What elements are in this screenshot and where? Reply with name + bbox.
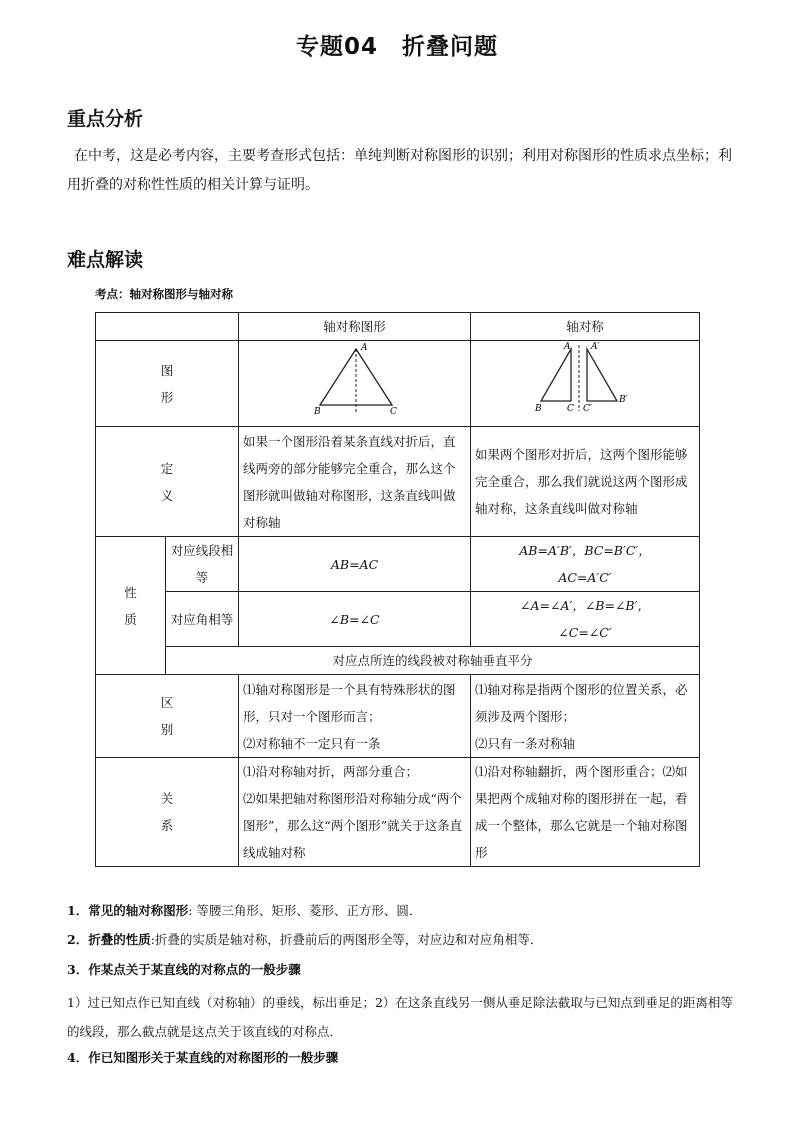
point-2: 2．折叠的性质:折叠的实质是轴对称，折叠前后的两图形全等，对应边和对应角相等．	[67, 932, 543, 947]
difference-axial-symmetry	[471, 675, 700, 758]
row-label-definition: 定 义	[96, 427, 239, 537]
page-title: 专题04 折叠问题	[295, 34, 498, 60]
property-perpendicular-bisector: 对应点所连的线段被对称轴垂直平分	[166, 647, 700, 675]
svg-text:A′: A′	[591, 342, 600, 352]
figure-isosceles-triangle	[239, 341, 471, 427]
property-angles-label: 对应角相等	[166, 592, 239, 647]
rel-figure-line1: ⑴沿对称轴对折，两部分重合；	[243, 764, 419, 779]
point-3-text: 1）过已知点作已知直线（对称轴）的垂线，标出垂足；2）在这条直线另一侧从垂足除法截取与已知点到垂足的距离相等的线段，那么截点就是这点关于该直线的对称点．	[67, 995, 733, 1039]
svg-text:A: A	[564, 342, 571, 352]
svg-text:C: C	[567, 404, 574, 414]
table-header-axial-figure: 轴对称图形	[239, 313, 471, 341]
svg-text:B: B	[313, 407, 321, 417]
point-1-bold: 常见的轴对称图形	[88, 903, 189, 918]
row-label-difference: 区 别	[96, 675, 239, 758]
diff-figure-line2: ⑵对称轴不一定只有一条	[243, 735, 381, 751]
property-angles-symmetry	[471, 592, 700, 647]
property-segments-symmetry	[471, 537, 700, 592]
definition-axial-symmetry: 如果两个图形对折后，这两个图形能够完全重合，那么我们就说这两个图形成轴对称，这条直线叫做对称轴	[471, 427, 700, 537]
axial-symmetry-diagram	[471, 341, 699, 417]
property-angles-figure: ∠B=∠C	[239, 592, 471, 647]
svg-text:B′: B′	[619, 395, 628, 405]
diff-symmetry-line1: ⑴轴对称是指两个图形的位置关系，必须涉及两个图形；	[475, 681, 688, 724]
key-analysis-paragraph: 在中考，这是必考内容，主要考查形式包括：单纯判断对称图形的识别；利用对称图形的性质求点坐标；利用折叠的对称性性质的相关计算与证明。	[67, 148, 732, 193]
svg-text:A: A	[360, 343, 367, 353]
relation-axial-symmetry: ⑴沿对称轴翻折，两个图形重合；⑵如果把两个成轴对称的图形拼在一起，看成一个整体，那么它就是一个轴对称图形	[471, 758, 700, 867]
point-1-text: : 等腰三角形、矩形、菱形、正方形、圆．	[188, 903, 422, 918]
segments-eq-line2: AC=A′C′	[558, 570, 612, 585]
svg-text:C: C	[389, 407, 397, 417]
section-heading-difficulties: 难点解读	[67, 249, 144, 271]
svg-text:C′: C′	[583, 404, 592, 414]
rel-figure-line2: ⑵如果把轴对称图形沿对称轴分成“两个图形”，那么这“两个图形”就关于这条直线成轴对称	[243, 791, 463, 860]
angles-eq-line2: ∠C=∠C′	[558, 625, 612, 640]
difference-axial-figure	[239, 675, 471, 758]
section-heading-key-analysis: 重点分析	[67, 108, 144, 130]
definition-axial-figure: 如果一个图形沿着某条直线对折后，直线两旁的部分能够完全重合，那么这个图形就叫做轴对称图形，这条直线叫做对称轴	[239, 427, 471, 537]
diff-symmetry-line2: ⑵只有一条对称轴	[475, 735, 576, 751]
point-3-title: 3．作某点关于某直线的对称点的一般步骤	[67, 962, 301, 977]
angles-eq-line1: ∠A=∠A′，∠B=∠B′，	[520, 598, 650, 613]
table-header-axial-symmetry: 轴对称	[471, 313, 700, 341]
row-label-property: 性 质	[96, 537, 166, 675]
row-label-shape: 图 形	[96, 341, 239, 427]
figure-two-triangles	[471, 341, 700, 427]
table-header-empty	[96, 313, 239, 341]
point-2-text: :折叠的实质是轴对称，折叠前后的两图形全等，对应边和对应角相等．	[150, 932, 543, 947]
point-4-title: 4．作已知图形关于某直线的对称图形的一般步骤	[67, 1050, 339, 1065]
segments-eq-line1: AB=A′B′，BC=B′C′，	[519, 543, 651, 558]
isosceles-triangle-diagram	[240, 341, 470, 417]
property-segments-figure: AB=AC	[239, 537, 471, 592]
kaodian-label: 考点：轴对称图形与轴对称	[95, 287, 233, 301]
point-2-bold: 折叠的性质	[88, 932, 151, 947]
svg-text:B: B	[535, 404, 542, 414]
row-label-relation: 关 系	[96, 758, 239, 867]
point-1: 1．常见的轴对称图形: 等腰三角形、矩形、菱形、正方形、圆．	[67, 903, 422, 918]
diff-figure-line1: ⑴轴对称图形是一个具有特殊形状的图形，只对一个图形而言；	[243, 681, 456, 724]
relation-axial-figure	[239, 758, 471, 867]
symmetry-table	[95, 312, 700, 867]
property-segments-label: 对应线段相等	[166, 537, 239, 592]
